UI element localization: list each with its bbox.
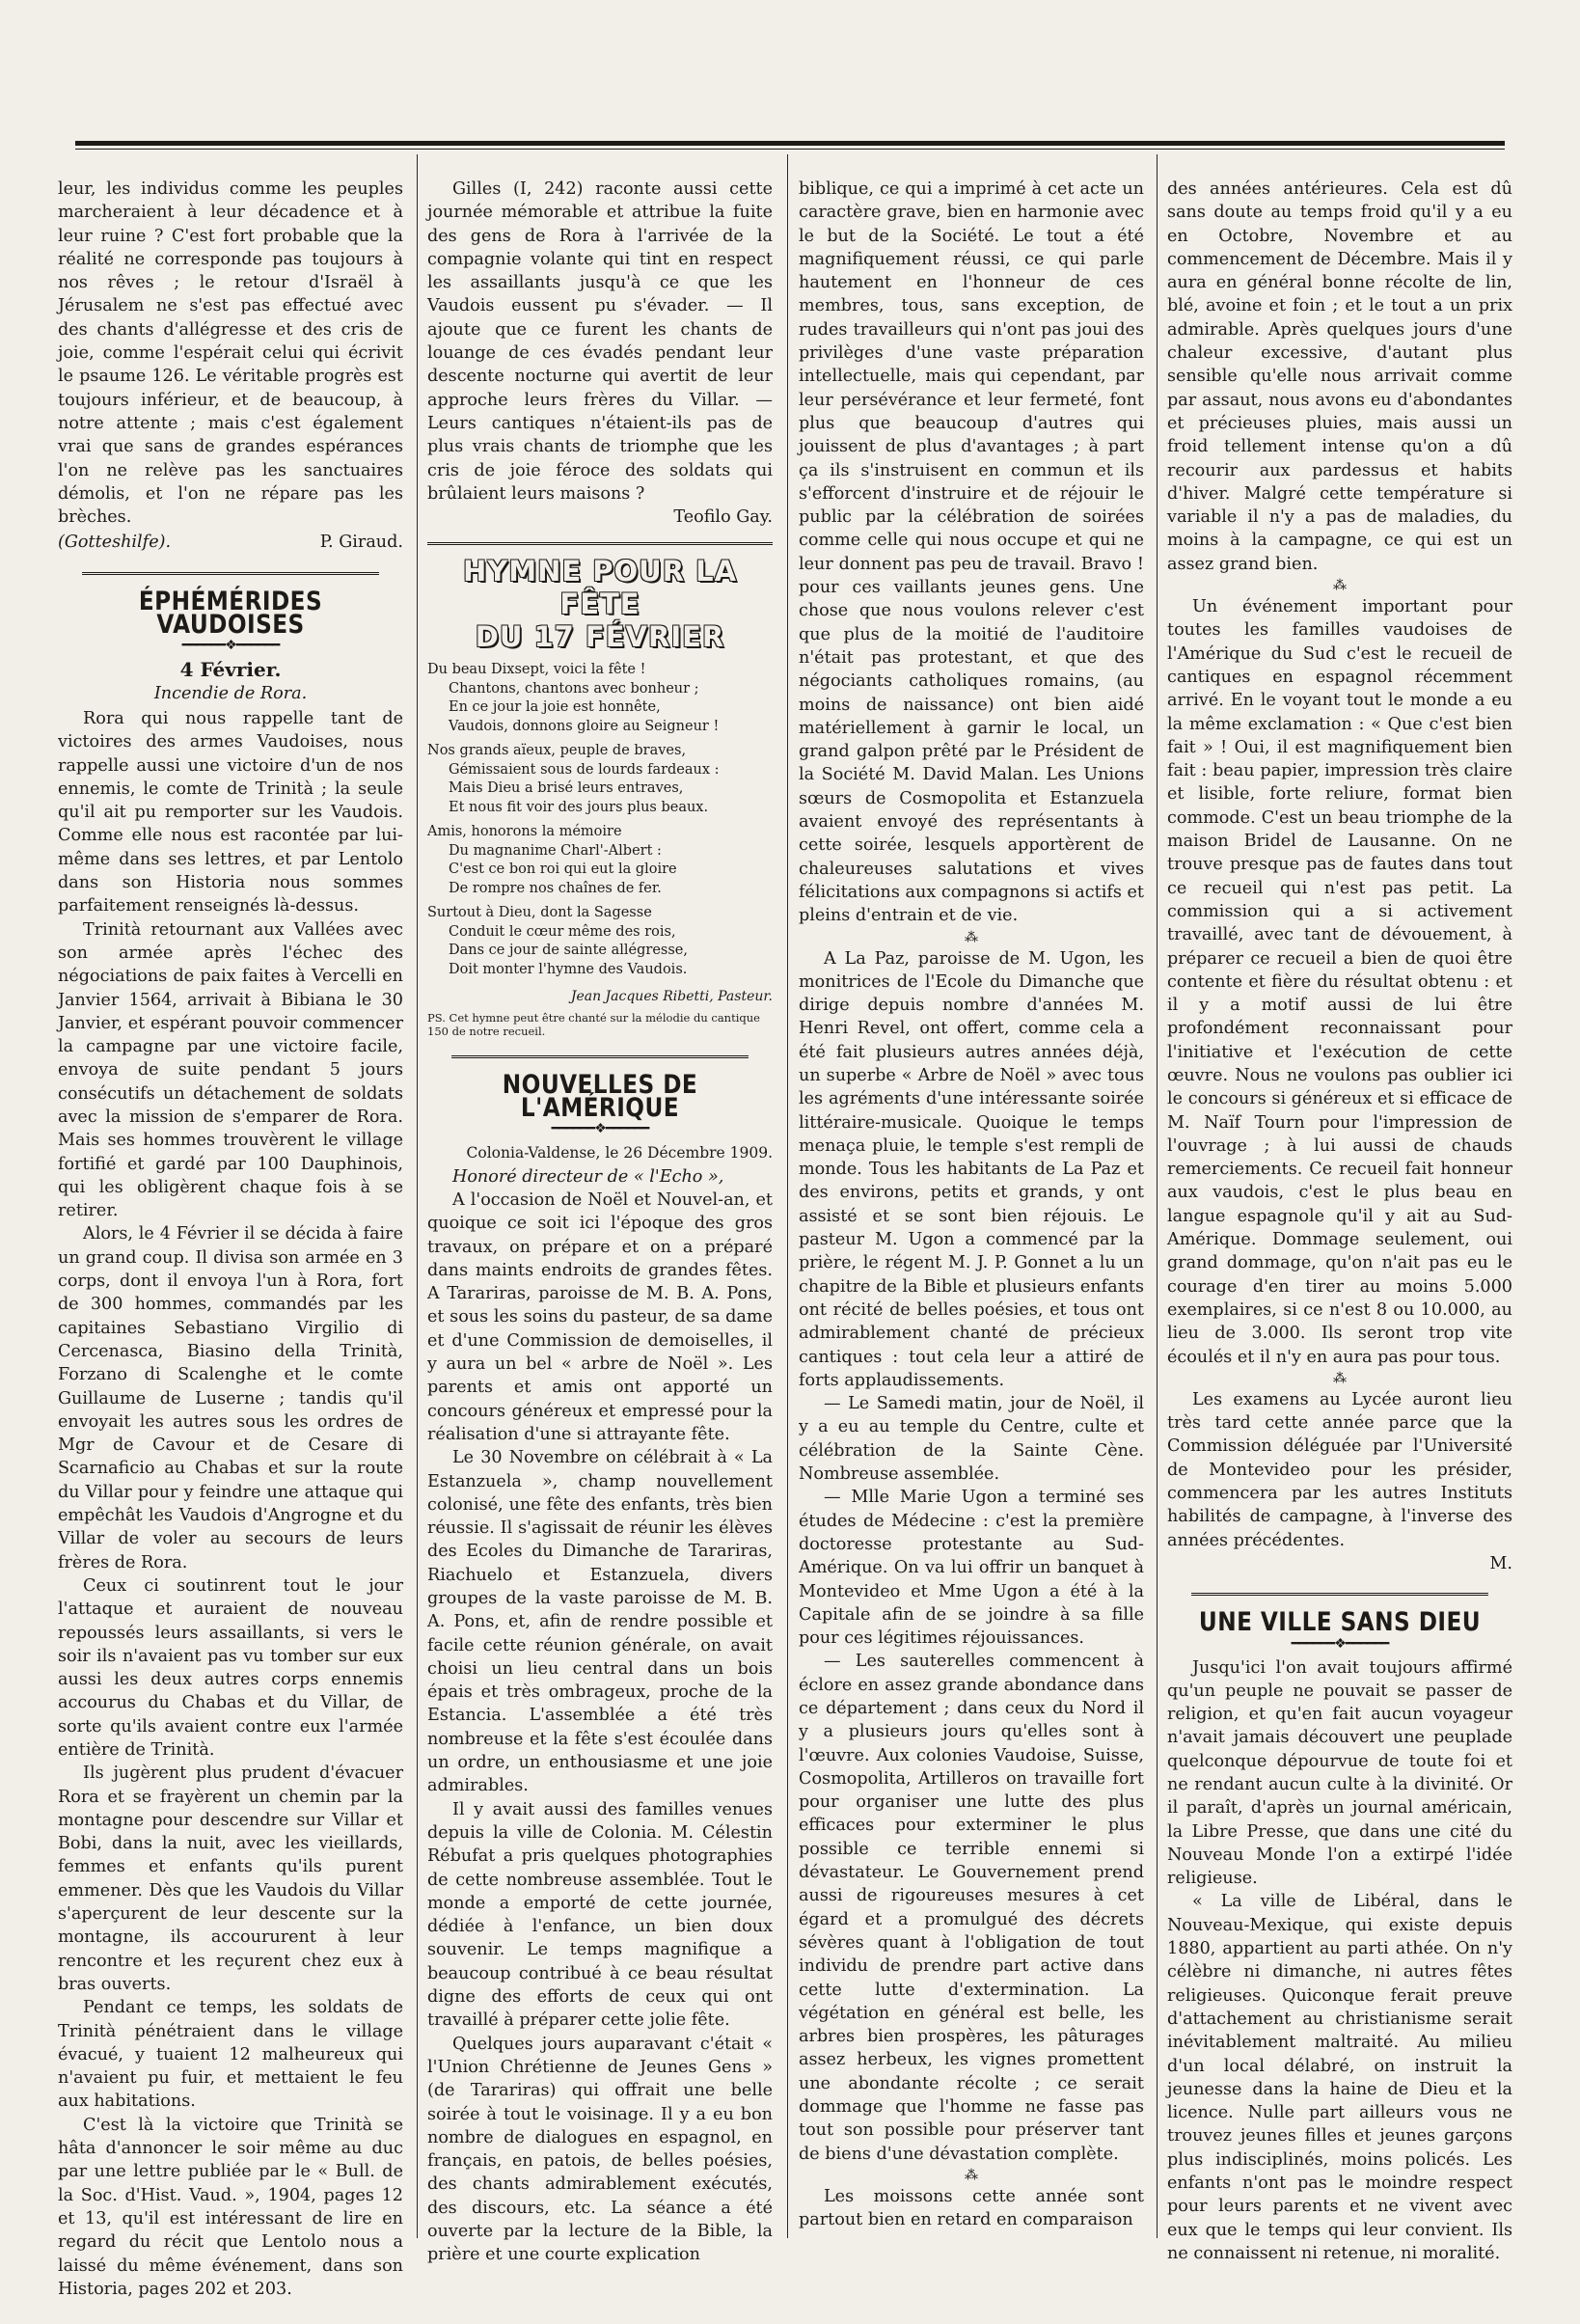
article-paragraph: Les moissons cette année sont partout bien en retard en comparaison [799, 2186, 1144, 2230]
article-paragraph: — Le Samedi matin, jour de Noël, il y a eu au temple du Centre, culte et célébration de la Sainte Cène. Nombreuse assemblée. [799, 1394, 1144, 1485]
hymn-line: Amis, honorons la mémoire [427, 824, 622, 840]
article-paragraph: Il y avait aussi des familles venues depuis la ville de Colonia. M. Célestin Rébufat a pris quelques photographies de cette nombreuse assemblée. Tout le monde a emporté de cette journée, dédiée à l'enfance, un bien doux souvenir. Le temps magnifique a beaucoup contribué à ce beau résultat digne des efforts de ceux qui ont travaillé à préparer cette jolie fête. [427, 1799, 773, 2031]
hymn-line: Mais Dieu a brisé leurs entraves, [449, 780, 684, 797]
article-paragraph: Gilles (I, 242) raconte aussi cette journée mémorable et attribue la fuite des gens de Rora à l'arrivée de la compagnie volante qui tint en respect les assaillants jusqu'à ce que les Vaudois eussent pu s'évader. — Il ajoute que ce furent les chants de louange de ces évadés pendant leur descente nocturne qui avertit de leur approche leurs frères du Villar. — Leurs cantiques n'étaient-ils pas de plus vrais chants de triomphe que les cris de joie féroce des soldats qui brûlaient leurs maisons ? [427, 179, 773, 504]
hymn-line: Dans ce jour de sainte allégresse, [449, 943, 688, 959]
article-paragraph: A l'occasion de Noël et Nouvel-an, et quoique ce soit ici l'époque des gros travaux, on prépare et on a préparé dans maints endroits de grandes fêtes. A Tarariras, paroisse de M. B. A. Pons, et sous les soins du pasteur, de sa dame et d'une Commission de demoiselles, il y aura un bel « arbre de Noël ». Les parents et amis ont apporté un concours généreux et empressé pour la réalisation d'une si attrayante fête. [427, 1189, 773, 1444]
hymn-title-line: HYMNE POUR LA FÊTE [462, 555, 738, 621]
section-title: UNE VILLE SANS DIEU [1191, 1593, 1488, 1634]
hymn-line: Vaudois, donnons gloire au Seigneur ! [449, 718, 720, 734]
section-title: NOUVELLES DE L'AMÉRIQUE [451, 1055, 749, 1121]
dateline: Colonia-Valdense, le 26 Décembre 1909. [466, 1144, 773, 1162]
column-4 [1167, 178, 1512, 2265]
article-paragraph: des années antérieures. Cela est dû sans doute au temps froid qu'il y a eu en Octobre, Novembre et au commencement de Décembre. Mais il y aura en général bonne récolte de lin, blé, avoine et foin ; et le tout a un prix admirable. Après quelques jours d'une chaleur excessive, d'autant plus sensible qu'elle nous arrivait comme par assaut, nous avons eu d'abondantes et précieuses pluies, mais aussi un froid tellement intense qu'on a dû recourir aux pardessus et habits d'hiver. Malgré cette température si variable il n'y a pas de maladies, du moins à la campagne, ce qui est un assez grand bien. [1167, 179, 1512, 574]
hymn-line: Doit monter l'hymne des Vaudois. [449, 961, 688, 977]
signature-author: M. [1489, 1553, 1512, 1573]
article-paragraph: Pendant ce temps, les soldats de Trinità pénétraient dans le village évacué, y tuaient 12 malheureux qui n'avaient pu fuir, et mettaient le feu aux habitations. [58, 1998, 403, 2112]
hymn-line: Du beau Dixsept, voici la fête ! [427, 662, 646, 678]
hymn-stanza [427, 904, 773, 979]
hymn-line: Nos grands aïeux, peuple de braves, [427, 743, 687, 759]
article-paragraph: Ceux ci soutinrent tout le jour l'attaque et auraient de nouveau repoussés leurs assaillants, si vers le soir ils n'avaient pas vu tomber sur eux aussi les deux autres corps ennemis accourus du Chabas et du Villar, de sorte qu'ils avaient contre eux l'armée entière de Trinità. [58, 1575, 403, 1760]
article-paragraph: « La ville de Libéral, dans le Nouveau-Mexique, qui existe depuis 1880, appartient au parti athée. On n'y célèbre ni dimanche, ni autres fêtes religieuses. Quiconque ferait preuve d'attachement au christianisme serait inévitablement maltraité. Au milieu d'un local délabré, on instruit la jeunesse dans la haine de Dieu et la licence. Nulle part ailleurs vous ne trouvez jeunes filles et jeunes garçons plus indisciplinés, moins policés. Les enfants n'ont pas le moindre respect pour leurs parents et ne vivent avec eux que le temps qui leur convient. Ils ne connaissent ni retenue, ni moralité. [1167, 1892, 1512, 2263]
hymn-line: C'est ce bon roi qui eut la gloire [449, 861, 677, 878]
column-separator [417, 154, 418, 2238]
article-paragraph: biblique, ce qui a imprimé à cet acte un caractère grave, bien en harmonie avec le but de la Société. Le tout a été magnifiquement réussi, ce qui parle hautement en l'honneur de ces membres, tous, sans exception, de rudes travailleurs qui n'ont pas joui des privilèges d'une vaste préparation intellectuelle, mais qui cependant, par leur persévérance et leur fermeté, font plus que beaucoup d'autres qui jouissent de plus d'avantages ; à part ça ils s'instruisent en commun et ils s'efforcent d'instruire et de réjouir le public par la célébration de soirées comme celle qui nous occupe et qui ne leur donnent pas peu de travail. Bravo ! pour ces vaillants jeunes gens. Une chose que nous voulons relever c'est que plus de la moitié de l'auditoire n'était pas protestant, et que des négociants catholiques romains, (au moins de naissance) ont bien aidé matériellement à garnir le local, un grand galpon prêté par le Président de la Société M. David Malan. Les Unions sœurs de Cosmopolita et Estanzuela avaient envoyé des représentants à cette soirée, lesquels apportèrent de chaleureuses salutations et vives félicitations aux compagnons si actifs et pleins d'entrain et de vie. [799, 179, 1144, 926]
article-paragraph: leur, les individus comme les peuples marcheraient à leur décadence et à leur ruine ? C'est fort probable que la réalité ne corresponde pas toujours à nos rêves ; le retour d'Israël à Jérusalem ne s'est pas effectué avec des chants d'allégresse et des cris de joie, comme l'espérait celui qui écrivit le psaume 126. Le véritable progrès est toujours inférieur, et de beaucoup, à notre attente ; mais c'est également vrai que sans de grandes espérances l'on ne relève pas les sanctuaires démolis, et l'on ne répare pas les brèches. [58, 179, 403, 528]
column-1 [58, 178, 403, 2301]
hymn-stanza [427, 742, 773, 817]
title-ornament: ━━━━━━❖━━━━━━ [1291, 1635, 1389, 1652]
article-paragraph: Jusqu'ici l'on avait toujours affirmé qu'un peuple ne pouvait se passer de religion, et qu'en fait aucun voyageur n'avait jamais découvert une peuplade quelconque dépourvue de toute foi et ne rendant aucun culte à la divinité. Or il paraît, d'après un journal américain, la Libre Presse, que dans une cité du Nouveau Monde l'on a extirpé l'idée religieuse. [1167, 1657, 1512, 1889]
column-3 [799, 178, 1144, 2232]
hymn-line: Et nous fit voir des jours plus beaux. [449, 799, 709, 815]
hymn-line: De rompre nos chaînes de fer. [449, 880, 662, 896]
column-separator [787, 154, 788, 2238]
section-asterism: ⁂ [965, 929, 978, 945]
hymn-author: Jean Jacques Ribetti, Pasteur. [570, 989, 773, 1005]
hymn-line: Chantons, chantons avec bonheur ; [449, 680, 699, 697]
article-paragraph: Les examens au Lycée auront lieu très tard cette année parce que la Commission déléguée par l'Université de Montevideo pour les présider, commencera par les autres Instituts habilités de campagne, à l'inverse des années précédentes. [1167, 1389, 1512, 1550]
hymn-title [427, 542, 773, 653]
masthead-rule [75, 141, 1505, 146]
signature [58, 531, 403, 554]
hymn-line: Du magnanime Charl'-Albert : [449, 842, 662, 859]
masthead-rule-thin [75, 149, 1505, 150]
sub-title-italic: Incendie de Rora. [153, 683, 308, 703]
hymn-stanza [427, 661, 773, 736]
hymn-stanza [427, 823, 773, 898]
salutation: Honoré directeur de « l'Echo », [452, 1166, 724, 1187]
article-paragraph: A La Paz, paroisse de M. Ugon, les monitrices de l'Ecole du Dimanche que dirige depuis nombre d'années M. Henri Revel, ont offert, comme cela a été fait plusieurs autres années déjà, un superbe « Arbre de Noël » avec tous les agréments d'une intéressante soirée littéraire-musicale. Quoique le temps menaça pluie, le temple s'est rempli de monde. Tous les habitants de La Paz et des environs, petits et grands, y ont assisté et se sont bien réjouis. Le pasteur M. Ugon a commencé par la prière, le régent M. J. P. Gonnet a lu un chapitre de la Bible et plusieurs enfants ont récité de belles poésies, et tous ont admirablement chanté de précieux cantiques : tout cela leur a attiré de forts applaudissements. [799, 948, 1144, 1390]
article-paragraph: Alors, le 4 Février il se décida à faire un grand coup. Il divisa son armée en 3 corps, dont il envoya l'un à Rora, fort de 300 hommes, commandés par les capitaines Sebastiano Virgilio di Cercenasca, Biasino della Trinità, Forzano di Scalenghe et le comte Guillaume de Luserne ; tandis qu'il envoyait les autres sous les ordres de Mgr de Cavour et de Cesare di Scarnaficio au Chabas et sur la route du Villar pour y feindre une attaque qui empêchât les Vaudois d'Angrogne et du Villar de voler au secours de leurs frères de Rora. [58, 1224, 403, 1572]
section-asterism: ⁂ [1333, 1370, 1347, 1386]
section-asterism: ⁂ [965, 2167, 978, 2183]
hymn-line: En ce jour la joie est honnête, [449, 699, 661, 716]
article-paragraph: Ils jugèrent plus prudent d'évacuer Rora et se frayèrent un chemin par la montagne pour descendre sur Villar et Bobi, dans la nuit, avec les vieillards, femmes et enfants qu'ils purent emmener. Dès que les Vaudois du Villar s'aperçurent de leur descente sur la montagne, ils accoururent à leur rencontre et les reçurent chez eux à bras ouverts. [58, 1764, 403, 1994]
signature-source: (Gotteshilfe). [58, 533, 172, 553]
article-paragraph: Le 30 Novembre on célébrait à « La Estanzuela », champ nouvellement colonisé, une fête des enfants, très bien réussie. Il s'agissait de réunir les élèves des Ecoles du Dimanche de Tarariras, Riachuelo et Estanzuela, divers groupes de la vaste paroisse de M. B. A. Pons, et, afin de rendre possible et facile cette réunion générale, on avait choisi un lieu central dans un bois épais et très ombrageux, proche de la Estancia. L'assemblée a été très nombreuse et la fête s'est écoulée dans un ordre, un enthousiasme et une joie admirables. [427, 1448, 773, 1796]
title-ornament: ━━━━━━❖━━━━━━ [551, 1121, 649, 1137]
signature-author: P. Giraud. [319, 533, 403, 553]
hymn-line: Surtout à Dieu, dont la Sagesse [427, 905, 652, 921]
article-paragraph: — Mlle Marie Ugon a terminé ses études de Médecine : c'est la première doctoresse protestante au Sud-Amérique. On va lui offrir un banquet à Montevideo et Mme Ugon a été à la Capitale afin de se joindre à sa fille pour ces légitimes réjouissances. [799, 1488, 1144, 1649]
article-paragraph: C'est là la victoire que Trinità se hâta d'annoncer le soir même au duc par une lettre publiée par le « Bull. de la Soc. d'Hist. Vaud. », 1904, pages 12 et 13, qu'il est intéressant de lire en regard du récit que Lentolo nous a laissé du même événement, dans son Historia, pages 202 et 203. [58, 2115, 403, 2299]
sub-title: 4 Février. [179, 658, 282, 682]
signature-author: Teofilo Gay. [673, 507, 773, 528]
hymn-line: Conduit le cœur même des rois, [449, 923, 676, 940]
article-paragraph: — Les sauterelles commencent à éclore en assez grande abondance dans ce département ; dans ceux du Nord il y a plusieurs jours qu'elles sont à l'œuvre. Aux colonies Vaudoise, Suisse, Cosmopolita, Artilleros on travaille fort pour organiser une lutte des plus efficaces pour exterminer le plus possible ce terrible ennemi si dévastateur. Le Gouvernement prend aussi de rigoureuses mesures à cet égard et a promulgué des décrets sévères quant à l'obligation de tout individu de prendre part active dans cette lutte d'extermination. La végétation en général est belle, les arbres bien prospères, les pâturages assez herbeux, les vignes promettent une abondante récolte ; ce serait dommage que l'homme ne fasse pas tout son possible pour préserver tant de biens d'une dévastation complète. [799, 1652, 1144, 2164]
article-paragraph: Un événement important pour toutes les familles vaudoises de l'Amérique du Sud c'est le recueil de cantiques en espagnol récemment arrivé. En le voyant tout le monde a eu la même exclamation : « Que c'est bien fait » ! Oui, il est magnifiquement bien fait : beau papier, impression très claire et lisible, forte reliure, format bien commode. C'est un beau triomphe de la maison Bridel de Lausanne. On ne trouve presque pas de fautes dans tout ce recueil qui n'est pas petit. La commission qui a si activement travaillé, avec tant de dévouement, à préparer ce recueil a bien de quoi être contente et fière du résultat obtenu : et il y a motif aussi de lui être profondément reconnaissant pour l'initiative et l'exécution de cette œuvre. Nous ne voulons pas oublier ici le concours si généreux et si efficace de M. Naïf Tourn pour l'impression de l'ouvrage ; à lui aussi de chauds remerciements. Ce recueil fait honneur aux vaudois, c'est le plus beau en langue espagnole qu'il y ait au Sud-Amérique. Dommage seulement, oui grand dommage, qu'on n'ait pas eu le courage d'en tirer au moins 5.000 exemplaires, si ce n'est 8 ou 10.000, au lieu de 3.000. Ils seront trop vite écoulés et il n'y en aura pas pour tous. [1167, 597, 1512, 1367]
hymn-title-line: DU 17 FÉVRIER [475, 620, 725, 654]
article-paragraph: Rora qui nous rappelle tant de victoires des armes Vaudoises, nous rappelle aussi une victoire d'un de nos ennemis, le comte de Trinità ; la seule qu'il ait pu remporter sur les Vaudois. Comme elle nous est racontée par lui-même dans ses lettres, et par Lentolo dans son Historia nous sommes parfaitement renseignés là-dessus. [58, 708, 403, 916]
hymn-line: Gémissaient sous de lourds fardeaux : [449, 761, 720, 778]
article-paragraph: Trinità retournant aux Vallées avec son armée après l'échec des négociations de paix faites à Vercelli en Janvier 1564, arrivait à Bibiana le 30 Janvier, et espérant pouvoir commencer la campagne par une victoire facile, envoya de suite pendant 5 jours consécutifs un détachement de soldats avec la mission de s'emparer de Rora. Mais ses hommes trouvèrent le village fortifié et gardé par 100 Dauphinois, qui les obligèrent chaque fois à se retirer. [58, 919, 403, 1221]
section-asterism: ⁂ [1333, 578, 1347, 594]
column-2 [427, 178, 773, 2267]
hymn-postscript: PS. Cet hymne peut être chanté sur la mélodie du cantique 150 de notre recueil. [427, 1010, 760, 1038]
article-paragraph: Quelques jours auparavant c'était « l'Union Chrétienne de Jeunes Gens » (de Tarariras) qui offrait une belle soirée à tout le voisinage. Il y a eu bon nombre de dialogues en espagnol, en français, en patois, de belles poésies, des chants admirablement exécutés, des discours, etc. La séance a été ouverte par la lecture de la Bible, la prière et une courte explication [427, 2034, 773, 2265]
section-title: ÉPHÉMÉRIDES VAUDOISES [82, 572, 379, 638]
column-separator [1157, 154, 1158, 2238]
title-ornament: ━━━━━━❖━━━━━━ [181, 638, 280, 654]
